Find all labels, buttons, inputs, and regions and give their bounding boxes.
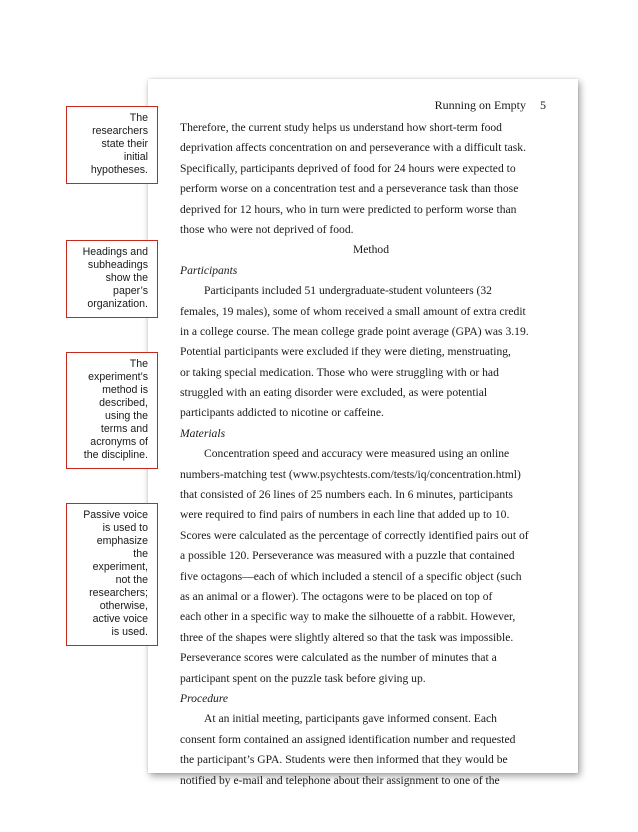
callout-line: terms and xyxy=(100,423,148,435)
callout-line: paper’s xyxy=(113,285,148,297)
callout-line: subheadings xyxy=(87,259,148,271)
callout-line: described, xyxy=(99,397,148,409)
callout-line: The xyxy=(129,112,148,124)
text-line: Potential participants were excluded if they were dieting, menstruating, xyxy=(180,345,511,359)
heading-method: Method xyxy=(352,243,390,257)
callout-line: is used. xyxy=(111,626,148,638)
text-line: perform worse on a concentration test and a perseverance task than those xyxy=(180,182,519,196)
callout-line: experiment’s xyxy=(88,371,148,383)
text-line: numbers-matching test (www.psychtests.com/tests/iq/concentration.html) xyxy=(180,467,521,481)
callout-line: initial xyxy=(123,151,148,163)
text-line: a possible 120. Perseverance was measured with a puzzle that contained xyxy=(180,549,515,563)
text-line: Perseverance scores were calculated as the number of minutes that a xyxy=(180,651,497,665)
text-line: the participant’s GPA. Students were then informed that they would be xyxy=(180,753,508,767)
callout-line: Passive voice xyxy=(83,509,148,521)
text-line: Participants included 51 undergraduate-student volunteers (32 xyxy=(204,284,492,298)
text-line: three of the shapes were slightly altered so that the task was impossible. xyxy=(180,630,514,644)
text-line: in a college course. The mean college grade point average (GPA) was 3.19. xyxy=(180,324,529,338)
text-line: Concentration speed and accuracy were measured using an online xyxy=(204,447,510,461)
callout-line: acronyms of xyxy=(90,436,148,448)
callout-line: active voice xyxy=(92,613,148,625)
text-line: five octagons—each of which included a stencil of a specific object (such xyxy=(180,569,522,583)
text-line: consent form contained an assigned identification number and requested xyxy=(180,732,516,746)
text-line: Therefore, the current study helps us understand how short-term food xyxy=(180,121,502,134)
subheading-procedure: Procedure xyxy=(180,691,229,705)
callout-line: otherwise, xyxy=(99,600,148,612)
callout-line: emphasize xyxy=(96,535,148,547)
text-line: deprivation affects concentration on and perseverance with a difficult task. xyxy=(180,141,526,155)
text-line: deprived for 12 hours, who in turn were predicted to perform worse than xyxy=(180,202,517,216)
callout-hypotheses xyxy=(66,106,158,184)
callout-line: organization. xyxy=(87,298,148,310)
text-line: were required to find pairs of numbers in each line that added up to 10. xyxy=(180,508,510,522)
callout-headings xyxy=(66,240,158,318)
text-line: participant spent on the puzzle task before giving up. xyxy=(180,671,426,685)
text-line: females, 19 males), some of whom received a small amount of extra credit xyxy=(180,304,526,318)
text-line: each other in a specific way to make the silhouette of a rabbit. However, xyxy=(180,610,516,624)
callout-line: state their xyxy=(101,138,148,150)
paper-body xyxy=(180,118,562,791)
text-line: Scores were calculated as the percentage of correctly identified pairs out of xyxy=(180,528,529,542)
text-line: notified by e-mail and telephone about their assignment to one of the xyxy=(180,773,500,787)
running-head-title: Running on Empty xyxy=(434,98,526,112)
text-line: struggled with an eating disorder were excluded, as were potential xyxy=(180,386,488,400)
callout-line: using the xyxy=(105,410,148,422)
callout-passive-voice xyxy=(66,503,158,646)
callout-line: show the xyxy=(105,272,148,284)
callout-line: experiment, xyxy=(92,561,148,573)
callout-line: method is xyxy=(102,384,148,396)
subheading-materials: Materials xyxy=(180,426,226,440)
callout-line: not the xyxy=(115,574,148,586)
text-line: those who were not deprived of food. xyxy=(180,222,354,236)
callout-line: researchers xyxy=(92,125,148,137)
callout-line: is used to xyxy=(102,522,148,534)
text-line: Specifically, participants deprived of food for 24 hours were expected to xyxy=(180,161,516,175)
callout-method xyxy=(66,352,158,469)
subheading-participants: Participants xyxy=(180,263,238,277)
text-line: or taking special medication. Those who were struggling with or had xyxy=(180,365,499,379)
callout-line: Headings and xyxy=(82,246,148,258)
callout-line: researchers; xyxy=(89,587,148,599)
text-line: as an animal or a flower). The octagons were to be placed on top of xyxy=(180,589,493,603)
callout-line: the xyxy=(133,548,148,560)
callout-line: The xyxy=(129,358,148,370)
page-number: 5 xyxy=(540,98,546,112)
callout-line: hypotheses. xyxy=(90,164,148,176)
running-head xyxy=(435,98,546,113)
text-line: participants addicted to nicotine or caffeine. xyxy=(180,406,384,420)
callout-line: the discipline. xyxy=(83,449,148,461)
text-line: that consisted of 26 lines of 25 numbers each. In 6 minutes, participants xyxy=(180,488,513,502)
text-line: At an initial meeting, participants gave informed consent. Each xyxy=(204,712,497,726)
